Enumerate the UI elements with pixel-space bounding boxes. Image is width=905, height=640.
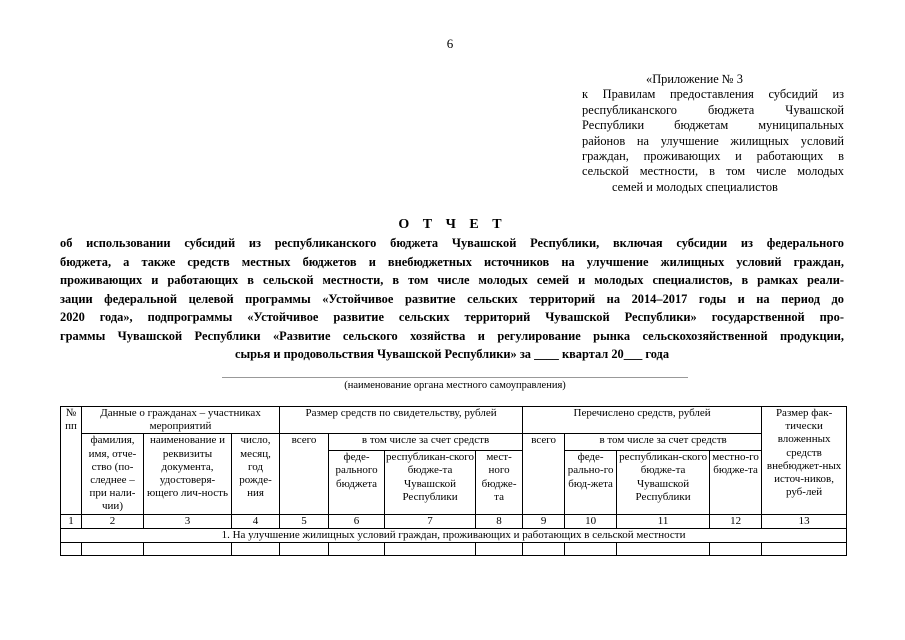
appendix-block: [582, 72, 844, 195]
report-line: об использовании субсидий из республиканского бюджета Чувашской Республики, включая субсидии из федерального: [60, 236, 844, 250]
column-number-row: [61, 514, 847, 528]
table-cell: [523, 543, 565, 556]
table-header-row: [61, 434, 847, 451]
table-cell: [144, 543, 232, 556]
header-local-transferred: местно-го бюдже-та: [710, 451, 762, 514]
report-line: зации федеральной целевой программы «Устойчивое развитие сельских территорий на 2014–2017 годы и на период до: [60, 291, 844, 306]
column-number: 6: [329, 514, 385, 528]
header-total-transferred: всего: [523, 434, 565, 514]
table-cell: [232, 543, 280, 556]
table-cell: [762, 543, 847, 556]
report-line: граммы Чувашской Республики «Развитие сельского хозяйства и регулирование рынка сельскохозяйственной продукции,: [60, 328, 844, 343]
header-certificate: Размер средств по свидетельству, рублей: [280, 407, 523, 434]
table-cell: [385, 543, 476, 556]
column-number: 13: [762, 514, 847, 528]
report-title: О Т Ч Е Т: [398, 217, 507, 232]
table-cell: [565, 543, 617, 556]
header-citizens: Данные о гражданах – участниках мероприятий: [82, 407, 280, 434]
header-num: № пп: [61, 407, 82, 515]
header-transferred: Перечислено средств, рублей: [523, 407, 762, 434]
appendix-line: граждан, проживающих и работающих в: [582, 149, 844, 164]
column-number: 5: [280, 514, 329, 528]
header-republican-transferred: республикан-ского бюдже-та Чувашской Республики: [617, 451, 710, 514]
table-row: [61, 543, 847, 556]
header-federal-certificate: феде-рального бюджета: [329, 451, 385, 514]
report-line: сырья и продовольствия Чувашской Республики» за ____ квартал 20___ года: [234, 347, 670, 361]
header-total-certificate: всего: [280, 434, 329, 514]
column-number: 2: [82, 514, 144, 528]
column-number: 10: [565, 514, 617, 528]
table-cell: [710, 543, 762, 556]
table-cell: [280, 543, 329, 556]
table-cell: [329, 543, 385, 556]
header-republican-certificate: республикан-ского бюдже-та Чувашской Республики: [385, 451, 476, 514]
appendix-line: семей и молодых специалистов: [612, 179, 778, 194]
table-cell: [82, 543, 144, 556]
header-document: наименование и реквизиты документа, удостоверя-ющего лич-ность: [144, 434, 232, 514]
report-line: проживающих и работающих в сельской местности, в том числе молодых семей и молодых специалистов, в рамках реали-: [60, 273, 844, 287]
column-number: 12: [710, 514, 762, 528]
column-number: 1: [61, 514, 82, 528]
column-number: 11: [617, 514, 710, 528]
header-birth-date: число, месяц, год рожде-ния: [232, 434, 280, 514]
table-cell: [617, 543, 710, 556]
appendix-line: Республики бюджетам муниципальных: [582, 118, 844, 133]
report-description: [60, 234, 844, 364]
section-title: 1. На улучшение жилищных условий граждан, проживающих и работающих в сельской местности: [61, 528, 847, 542]
appendix-line: районов на улучшение жилищных условий: [582, 133, 844, 148]
header-local-certificate: мест-ного бюдже-та: [476, 451, 523, 514]
header-including-transferred: в том числе за счет средств: [565, 434, 762, 451]
header-fio: фамилия, имя, отче-ство (по-следнее – при нали-чии): [82, 434, 144, 514]
report-line: бюджета, а также средств местных бюджетов и внебюджетных источников на улучшение жилищных условий граждан,: [60, 254, 844, 269]
appendix-line: «Приложение № 3: [646, 72, 743, 86]
org-name-caption: (наименование органа местного самоуправления): [344, 380, 566, 391]
appendix-line: республиканского бюджета Чувашской: [582, 102, 844, 117]
column-number: 3: [144, 514, 232, 528]
appendix-line: сельской местности, в том числе молодых: [582, 164, 844, 179]
section-row: [61, 528, 847, 542]
header-actual-investment: Размер фак-тически вложенных средств внебюджет-ных источ-ников, руб-лей: [762, 407, 847, 515]
column-number: 9: [523, 514, 565, 528]
column-number: 7: [385, 514, 476, 528]
report-table: [60, 406, 847, 556]
column-number: 4: [232, 514, 280, 528]
header-including-certificate: в том числе за счет средств: [329, 434, 523, 451]
table-cell: [476, 543, 523, 556]
column-number: 8: [476, 514, 523, 528]
page-number: 6: [446, 36, 454, 51]
header-federal-transferred: феде-рально-го бюд-жета: [565, 451, 617, 514]
appendix-line: к Правилам предоставления субсидий из: [582, 87, 844, 102]
table-header-row: [61, 407, 847, 434]
table-cell: [61, 543, 82, 556]
report-line: 2020 года», подпрограммы «Устойчивое развитие сельских территорий Чувашской Республики» государственной про-: [60, 310, 844, 324]
org-name-underline: [222, 377, 688, 378]
